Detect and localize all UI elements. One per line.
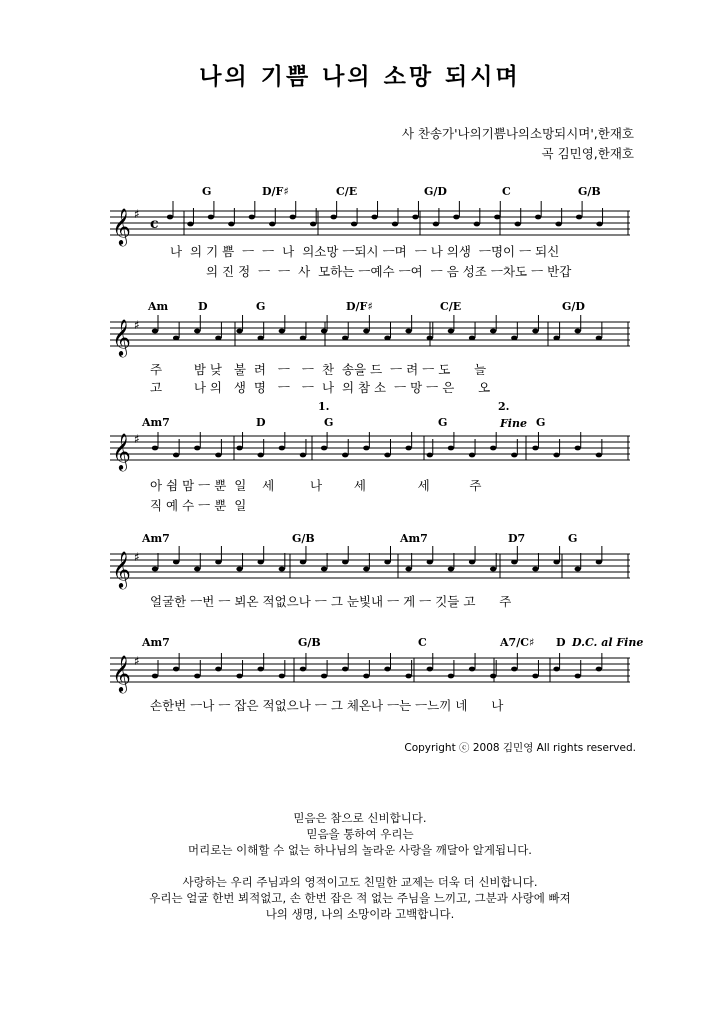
chord-symbol: C/E bbox=[440, 300, 462, 313]
svg-text:♯: ♯ bbox=[134, 318, 140, 332]
ending-second: 2. bbox=[498, 400, 510, 413]
composer-credit: 곡 김민영,한재호 bbox=[541, 146, 634, 161]
chord-symbol: G bbox=[536, 416, 546, 429]
chord-symbol: G/D bbox=[424, 185, 447, 198]
lyrics-verse-2: 의 진 정 ㅡ ㅡ 사 모하는 ㅡ예수 ㅡ여 ㅡ 음 성조 ㅡ차도 ㅡ 반갑 bbox=[206, 264, 572, 279]
lyricist-credit: 사 찬송가'나의기쁨나의소망되시며',한재호 bbox=[401, 126, 634, 141]
chord-symbol: Am7 bbox=[142, 532, 170, 545]
chord-symbol: G/B bbox=[298, 636, 321, 649]
svg-text:♯: ♯ bbox=[134, 207, 140, 221]
chord-symbol: D7 bbox=[508, 532, 526, 545]
ending-first: 1. bbox=[318, 400, 330, 413]
chord-symbol: G bbox=[438, 416, 448, 429]
staff-system-4 bbox=[0, 530, 720, 650]
description-line: 우리는 얼굴 한번 뵈적없고, 손 한번 잡은 적 없는 주님을 느끼고, 그분과 사랑에 빠져 bbox=[149, 891, 571, 905]
svg-text:𝄞: 𝄞 bbox=[112, 318, 131, 356]
chord-symbol: G/D bbox=[562, 300, 585, 313]
fine-marking: Fine bbox=[500, 417, 527, 430]
chord-symbol: C bbox=[418, 636, 427, 649]
chord-symbol: G/B bbox=[578, 185, 601, 198]
music-staff bbox=[0, 422, 720, 482]
chord-symbol: G/B bbox=[292, 532, 315, 545]
chord-symbol: D bbox=[556, 636, 566, 649]
chord-symbol: G bbox=[256, 300, 266, 313]
lyrics-verse-1: 주 밤 낮 불 려 ㅡ ㅡ 찬 송을 드 ㅡ 려 ㅡ 도 늘 bbox=[150, 362, 487, 377]
lyrics-verse-2: 고 나 의 생 명 ㅡ ㅡ 나 의 참 소 ㅡ 망 ㅡ 은 오 bbox=[150, 380, 491, 395]
chord-symbol: C bbox=[502, 185, 511, 198]
copyright-notice: Copyright ⓒ 2008 김민영 All rights reserved. bbox=[404, 742, 636, 754]
chord-symbol: D bbox=[256, 416, 266, 429]
chord-symbol: D/F♯ bbox=[262, 185, 289, 198]
chord-symbol: Am7 bbox=[142, 636, 170, 649]
staff-system-3 bbox=[0, 400, 720, 520]
chord-symbol: D/F♯ bbox=[346, 300, 373, 313]
svg-text:♯: ♯ bbox=[134, 432, 140, 446]
music-staff bbox=[0, 540, 720, 600]
description-line: 머리로는 이해할 수 없는 하나님의 놀라운 사랑을 깨달아 알게됩니다. bbox=[188, 843, 532, 857]
credits bbox=[402, 124, 634, 164]
chord-symbol: G bbox=[568, 532, 578, 545]
svg-text:𝄞: 𝄞 bbox=[112, 432, 131, 470]
music-staff bbox=[0, 308, 720, 368]
svg-text:c: c bbox=[150, 216, 159, 232]
chord-symbol: Am7 bbox=[400, 532, 428, 545]
description-line bbox=[0, 858, 720, 874]
chord-symbol: D bbox=[198, 300, 208, 313]
description-line: 나의 생명, 나의 소망이라 고백합니다. bbox=[265, 907, 455, 921]
chord-symbol: Am7 bbox=[142, 416, 170, 429]
song-title: 나의 기쁨 나의 소망 되시며 bbox=[199, 64, 521, 90]
svg-text:𝄞: 𝄞 bbox=[112, 207, 131, 245]
description-text bbox=[0, 810, 720, 922]
staff-system-5 bbox=[0, 634, 720, 754]
chord-symbol: C/E bbox=[336, 185, 358, 198]
description-line: 사랑하는 우리 주님과의 영적이고도 친밀한 교제는 더욱 더 신비합니다. bbox=[182, 875, 538, 889]
dc-al-fine-marking: D.C. al Fine bbox=[572, 636, 644, 649]
chord-symbol: G bbox=[324, 416, 334, 429]
lyrics-verse-1: 손한번 ㅡ나 ㅡ 잡은 적없으나 ㅡ 그 체온나 ㅡ는 ㅡ느끼 네 나 bbox=[150, 698, 504, 713]
chord-symbol: A7/C♯ bbox=[500, 636, 535, 649]
svg-text:♯: ♯ bbox=[134, 550, 140, 564]
svg-text:♯: ♯ bbox=[134, 654, 140, 668]
chord-symbol: Am bbox=[148, 300, 169, 313]
lyrics-verse-1: 얼굴한 ㅡ번 ㅡ 뵈온 적없으나 ㅡ 그 눈빛내 ㅡ 게 ㅡ 깃들 고 주 bbox=[150, 594, 512, 609]
lyrics-verse-1: 나 의 기 쁨 ㅡ ㅡ 나 의소망 ㅡ되시 ㅡ며 ㅡ 나 의생 ㅡ명이 ㅡ 되신 bbox=[170, 244, 560, 259]
lyrics-verse-2: 직 예 수 ㅡ 뿐 일 bbox=[150, 498, 247, 513]
description-line: 믿음은 참으로 신비합니다. bbox=[293, 811, 427, 825]
lyrics-verse-1: 아 쉼 맘 ㅡ 뿐 일 세 나 세 세 주 bbox=[150, 478, 482, 493]
svg-text:𝄞: 𝄞 bbox=[112, 550, 131, 588]
svg-text:𝄞: 𝄞 bbox=[112, 654, 131, 692]
music-staff bbox=[0, 644, 720, 704]
staff-system-1 bbox=[0, 185, 720, 305]
chord-symbol: G bbox=[202, 185, 212, 198]
description-line: 믿음을 통하여 우리는 bbox=[306, 827, 414, 841]
